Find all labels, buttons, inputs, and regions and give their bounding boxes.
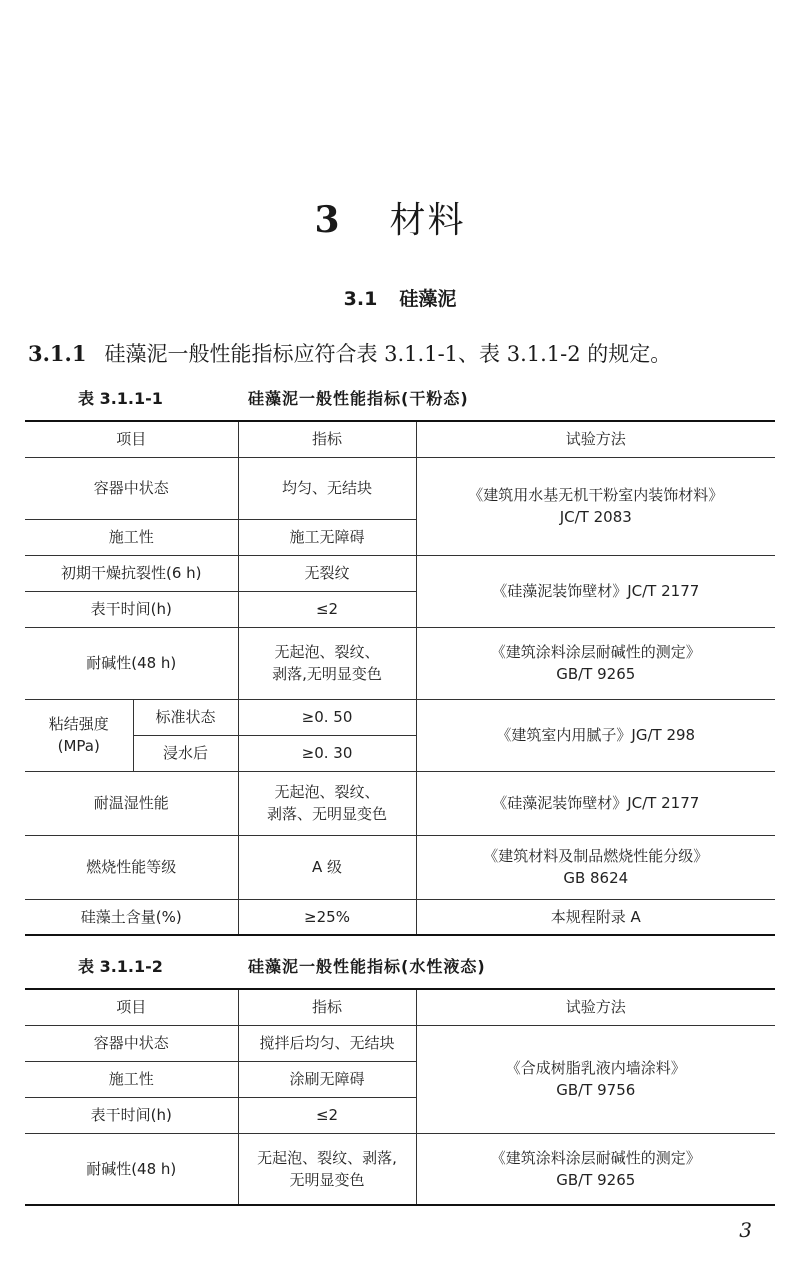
sub-item-cell: 浸水后 — [133, 735, 238, 771]
header-value: 指标 — [238, 989, 416, 1025]
item-cell — [25, 699, 133, 771]
table-row — [25, 835, 775, 899]
item-line: 粘结强度 — [48, 715, 109, 733]
chapter-title — [0, 192, 800, 243]
value-cell: 施工无障碍 — [238, 519, 416, 555]
item-cell: 耐碱性(48 h) — [25, 627, 238, 699]
value-cell: 均匀、无结块 — [238, 457, 416, 519]
section-title — [0, 284, 800, 311]
table-row — [25, 555, 775, 591]
value-cell: 涂刷无障碍 — [238, 1061, 416, 1097]
method-cell: 《硅藻泥装饰壁材》JC/T 2177 — [416, 555, 775, 627]
table2-caption — [78, 954, 778, 977]
method-line: 《合成树脂乳液内墙涂料》 — [505, 1059, 686, 1077]
value-cell — [238, 627, 416, 699]
item-cell: 耐碱性(48 h) — [25, 1133, 238, 1205]
method-cell: 《硅藻泥装饰壁材》JC/T 2177 — [416, 771, 775, 835]
item-cell: 耐温湿性能 — [25, 771, 238, 835]
method-cell — [416, 627, 775, 699]
clause-text: 硅藻泥一般性能指标应符合表 3.1.1-1、表 3.1.1-2 的规定。 — [104, 342, 672, 366]
clause-number: 3.1.1 — [28, 341, 87, 366]
table-header-row — [25, 421, 775, 457]
sub-item-cell: 标准状态 — [133, 699, 238, 735]
header-item: 项目 — [25, 421, 238, 457]
value-line: 无起泡、裂纹、 — [274, 643, 380, 661]
table1-caption-number: 表 3.1.1-1 — [78, 389, 163, 408]
method-line: GB/T 9265 — [556, 665, 636, 683]
method-line: 《建筑用水基无机干粉室内装饰材料》 — [468, 486, 724, 504]
method-cell — [416, 1133, 775, 1205]
value-line: 剥落、无明显变色 — [267, 805, 388, 823]
method-line: GB/T 9756 — [556, 1081, 636, 1099]
value-line: 无明显变色 — [289, 1170, 365, 1189]
table-row — [25, 771, 775, 835]
table2-caption-number: 表 3.1.1-2 — [78, 957, 163, 976]
item-cell: 燃烧性能等级 — [25, 835, 238, 899]
value-line: 剥落,无明显变色 — [272, 665, 382, 683]
table-row — [25, 899, 775, 935]
value-cell: ≤2 — [238, 591, 416, 627]
chapter-name: 材料 — [389, 200, 466, 241]
section-name: 硅藻泥 — [399, 288, 457, 310]
method-cell: 本规程附录 A — [416, 899, 775, 935]
value-line: 无起泡、裂纹、 — [274, 783, 380, 801]
header-method: 试验方法 — [416, 421, 775, 457]
item-cell: 硅藻土含量(%) — [25, 899, 238, 935]
header-value: 指标 — [238, 421, 416, 457]
item-cell: 施工性 — [25, 519, 238, 555]
table-row — [25, 457, 775, 519]
value-cell: A 级 — [238, 835, 416, 899]
method-line: 《建筑涂料涂层耐碱性的测定》 — [490, 1148, 701, 1167]
value-line: 无起泡、裂纹、剥落, — [257, 1148, 397, 1167]
value-cell: 搅拌后均匀、无结块 — [238, 1025, 416, 1061]
chapter-number: 3 — [314, 199, 342, 241]
value-cell: ≥0. 50 — [238, 699, 416, 735]
method-cell — [416, 457, 775, 555]
value-cell: 无裂纹 — [238, 555, 416, 591]
value-cell: ≥25% — [238, 899, 416, 935]
method-cell — [416, 835, 775, 899]
page-number: 3 — [739, 1218, 752, 1242]
method-line: 《建筑材料及制品燃烧性能分级》 — [483, 847, 709, 865]
table-header-row — [25, 989, 775, 1025]
table1-caption-title: 硅藻泥一般性能指标(干粉态) — [248, 389, 469, 408]
section-number: 3.1 — [343, 288, 378, 310]
table2-caption-title: 硅藻泥一般性能指标(水性液态) — [248, 957, 486, 976]
header-method: 试验方法 — [416, 989, 775, 1025]
method-line: GB 8624 — [563, 869, 629, 887]
value-cell — [238, 771, 416, 835]
table-row — [25, 699, 775, 735]
clause-paragraph — [28, 338, 788, 368]
item-cell: 容器中状态 — [25, 1025, 238, 1061]
table1 — [25, 420, 775, 936]
item-cell: 表干时间(h) — [25, 1097, 238, 1133]
value-cell — [238, 1133, 416, 1205]
table-row — [25, 1133, 775, 1205]
item-cell: 初期干燥抗裂性(6 h) — [25, 555, 238, 591]
method-cell: 《建筑室内用腻子》JG/T 298 — [416, 699, 775, 771]
method-line: GB/T 9265 — [556, 1170, 636, 1189]
item-cell: 表干时间(h) — [25, 591, 238, 627]
value-cell: ≥0. 30 — [238, 735, 416, 771]
method-cell — [416, 1025, 775, 1133]
item-line: (MPa) — [57, 737, 100, 755]
method-line: JC/T 2083 — [559, 508, 632, 526]
table1-caption — [78, 386, 778, 409]
item-cell: 容器中状态 — [25, 457, 238, 519]
table2 — [25, 988, 775, 1206]
table-row — [25, 627, 775, 699]
header-item: 项目 — [25, 989, 238, 1025]
table-row — [25, 1025, 775, 1061]
value-cell: ≤2 — [238, 1097, 416, 1133]
item-cell: 施工性 — [25, 1061, 238, 1097]
method-line: 《建筑涂料涂层耐碱性的测定》 — [490, 643, 701, 661]
